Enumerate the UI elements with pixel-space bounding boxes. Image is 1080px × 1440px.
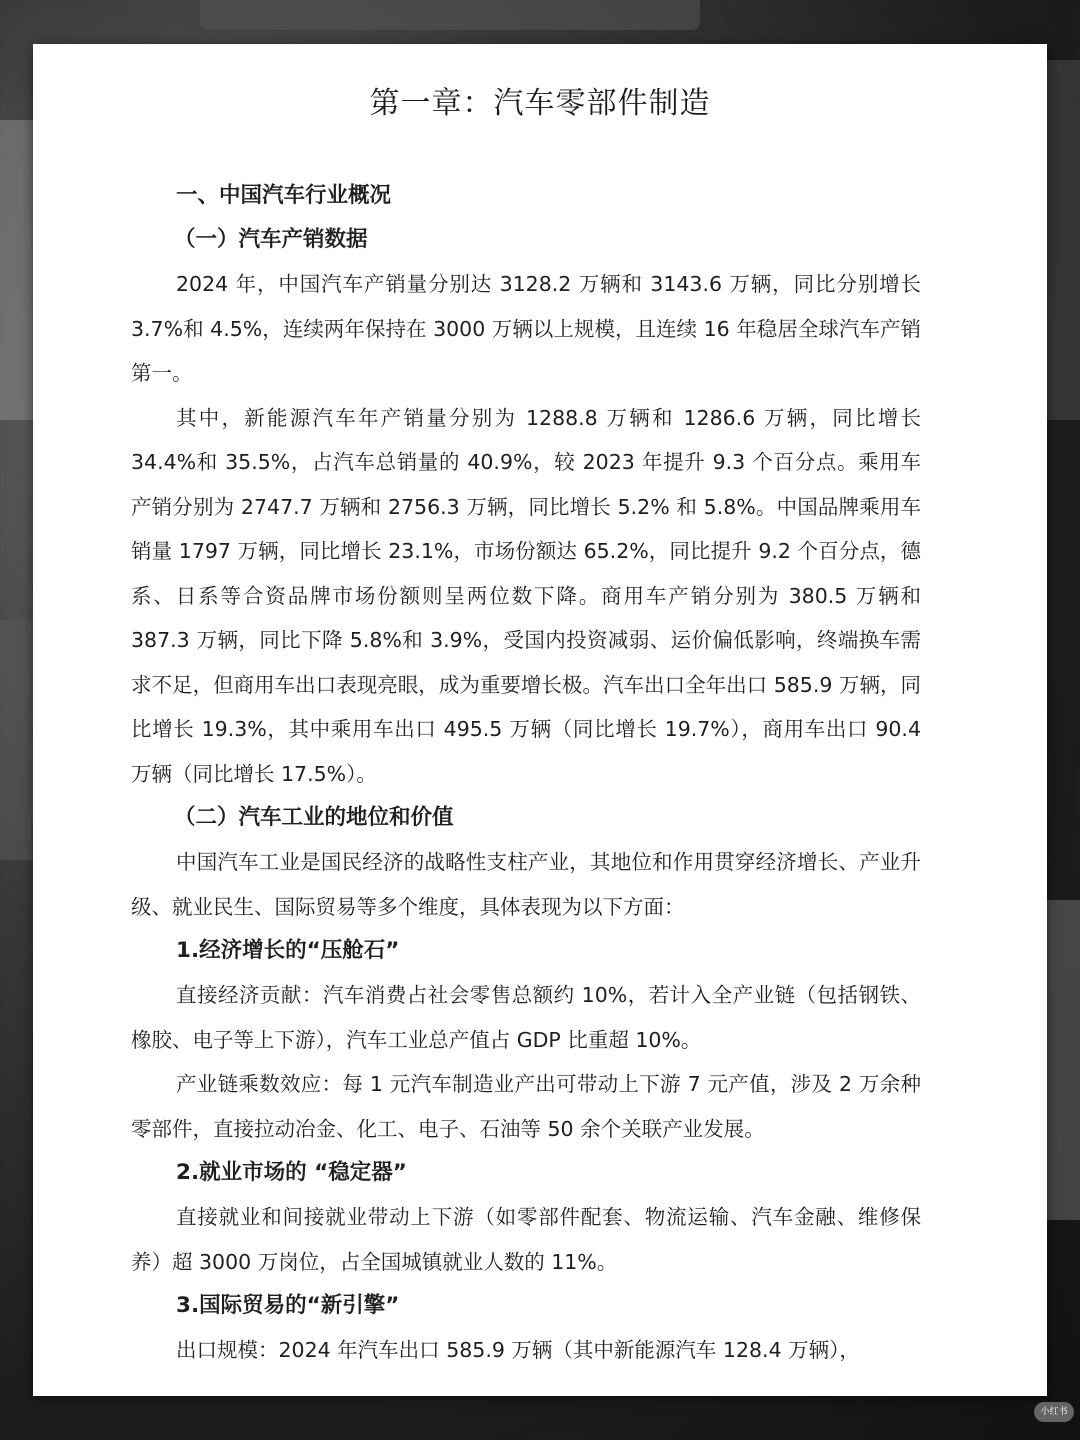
subsection-heading: （二）汽车工业的地位和价值: [174, 805, 454, 830]
chapter-title: 第一章：汽车零部件制造: [369, 86, 711, 121]
paragraph: 直接经济贡献：汽车消费占社会零售总额约 10%，若计入全产业链（包括钢铁、橡胶、电子等上下游），汽车工业总产值占 GDP 比重超 10%。: [131, 983, 921, 1052]
watermark-logo: 小红书: [1034, 1402, 1074, 1422]
point-heading: 3.国际贸易的“新引擎”: [176, 1293, 400, 1318]
background-shape: [200, 0, 700, 30]
paragraph: 直接就业和间接就业带动上下游（如零部件配套、物流运输、汽车金融、维修保养）超 3000 万岗位，占全国城镇就业人数的 11%。: [131, 1205, 921, 1274]
paragraph: 2024 年，中国汽车产销量分别达 3128.2 万辆和 3143.6 万辆，同比分别增长 3.7%和 4.5%，连续两年保持在 3000 万辆以上规模，且连续 16 年稳居全球汽车产销第一。: [131, 272, 921, 385]
document-content: [131, 174, 921, 1373]
subsection-heading: （一）汽车产销数据: [174, 227, 368, 252]
paragraph: 中国汽车工业是国民经济的战略性支柱产业，其地位和作用贯穿经济增长、产业升级、就业民生、国际贸易等多个维度，具体表现为以下方面：: [131, 850, 921, 919]
point-heading: 2.就业市场的 “稳定器”: [176, 1160, 407, 1185]
paragraph: 出口规模：2024 年汽车出口 585.9 万辆（其中新能源汽车 128.4 万辆），: [176, 1338, 860, 1362]
point-heading: 1.经济增长的“压舱石”: [176, 938, 400, 963]
paragraph: 产业链乘数效应：每 1 元汽车制造业产出可带动上下游 7 元产值，涉及 2 万余种零部件，直接拉动冶金、化工、电子、石油等 50 余个关联产业发展。: [131, 1072, 921, 1141]
paragraph: 其中，新能源汽车年产销量分别为 1288.8 万辆和 1286.6 万辆，同比增长 34.4%和 35.5%，占汽车总销量的 40.9%，较 2023 年提升 9.3 个百分点。乘用车产销分别为 2747.7 万辆和 2756.3 万辆，同比增长 5.2% 和 5.8%。中国品牌乘用车销量 1797 万辆，同比增长 23.1%，市场份额达 65.2%，同比提升 9.2 个百分点，德系、日系等合资品牌市场份额则呈两位数下降。商用车产销分别为 380.5 万辆和 387.3 万辆，同比下降 5.8%和 3.9%，受国内投资减弱、运价偏低影响，终端换车需求不足，但商用车出口表现亮眼，成为重要增长极。汽车出口全年出口 585.9 万辆，同比增长 19.3%，其中乘用车出口 495.5 万辆（同比增长 19.7%），商用车出口 90.4 万辆（同比增长 17.5%）。: [131, 405, 921, 786]
section-heading: 一、中国汽车行业概况: [176, 183, 392, 208]
document-page: [33, 44, 1047, 1396]
